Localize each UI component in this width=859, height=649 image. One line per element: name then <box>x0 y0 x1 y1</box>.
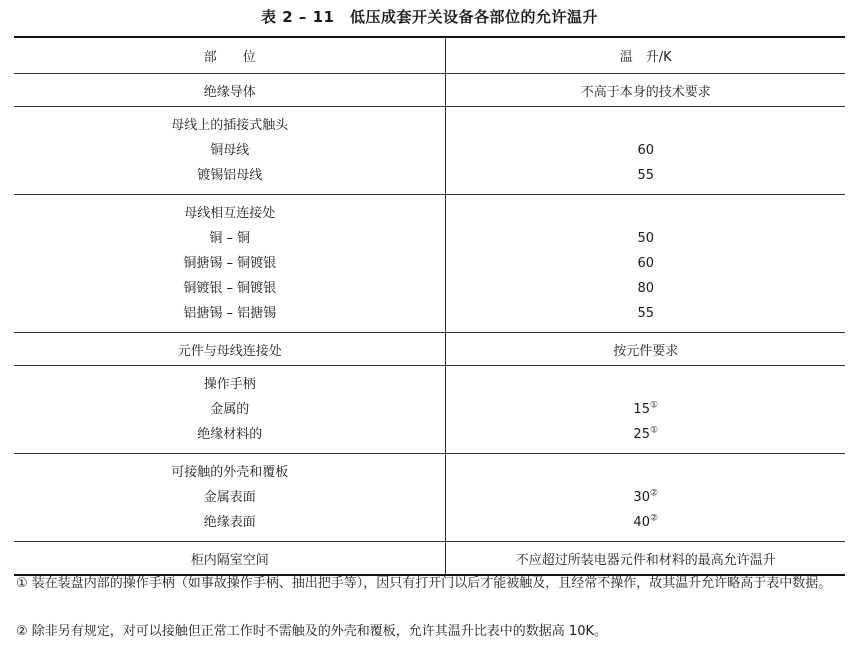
footnote-2: ② 除非另有规定，对可以接触但正常工作时不需触及的外壳和覆板，允许其温升比表中的数据高 10K。 <box>16 624 607 639</box>
table-row-group <box>14 107 845 195</box>
part-cell: 铜搪锡 – 铜镀银 <box>183 256 277 271</box>
value-cell: 25 <box>633 427 650 442</box>
table-row <box>14 333 845 366</box>
footnote-mark: ① <box>649 400 659 411</box>
part-cell: 镀锡铝母线 <box>197 168 263 183</box>
part-cell: 铜母线 <box>210 143 250 158</box>
part-cell: 金属的 <box>210 402 250 417</box>
value-cell: 50 <box>637 231 655 246</box>
part-cell: 铝搪锡 – 铝搪锡 <box>183 306 277 321</box>
group-heading: 可接触的外壳和覆板 <box>171 465 289 480</box>
part-cell: 铜 – 铜 <box>209 231 251 246</box>
group-heading: 操作手柄 <box>203 377 256 392</box>
header-part: 部 位 <box>14 37 446 74</box>
table-row-group <box>14 366 845 454</box>
value-cell: 60 <box>637 256 655 271</box>
value-cell: 15 <box>633 402 650 417</box>
footnote-mark: ② <box>649 513 659 524</box>
table-row-group <box>14 195 845 333</box>
value-cell: 40 <box>633 515 650 530</box>
group-heading: 母线上的插接式触头 <box>171 118 289 133</box>
table-header-row <box>14 37 845 74</box>
footnote-mark: ② <box>649 488 659 499</box>
value-cell: 55 <box>637 306 655 321</box>
part-cell: 绝缘表面 <box>203 515 256 530</box>
group-heading: 母线相互连接处 <box>184 206 276 221</box>
table-row <box>14 74 845 107</box>
part-cell: 柜内隔室空间 <box>14 542 446 576</box>
value-cell: 60 <box>637 143 655 158</box>
footnote-1: ① 装在装盘内部的操作手柄（如事故操作手柄、抽出把手等），因只有打开门以后才能被触及，且经常不操作，故其温升允许略高于表中数据。 <box>16 576 832 591</box>
value-cell: 按元件要求 <box>446 333 845 366</box>
temperature-rise-table <box>14 36 845 576</box>
part-cell: 元件与母线连接处 <box>14 333 446 366</box>
part-cell: 绝缘材料的 <box>197 427 263 442</box>
value-cell: 不高于本身的技术要求 <box>446 74 845 107</box>
header-temp-rise: 温 升/K <box>619 50 672 65</box>
part-cell: 铜镀银 – 铜镀银 <box>183 281 277 296</box>
value-cell: 不应超过所装电器元件和材料的最高允许温升 <box>446 542 845 576</box>
value-cell: 30 <box>633 490 650 505</box>
part-cell: 金属表面 <box>203 490 256 505</box>
table-row-group <box>14 454 845 542</box>
table-title: 表 2 – 11 低压成套开关设备各部位的允许温升 <box>261 8 598 26</box>
value-cell: 55 <box>637 168 655 183</box>
value-cell: 80 <box>637 281 655 296</box>
footnote-mark: ① <box>649 425 659 436</box>
part-cell: 绝缘导体 <box>14 74 446 107</box>
table-row <box>14 542 845 576</box>
